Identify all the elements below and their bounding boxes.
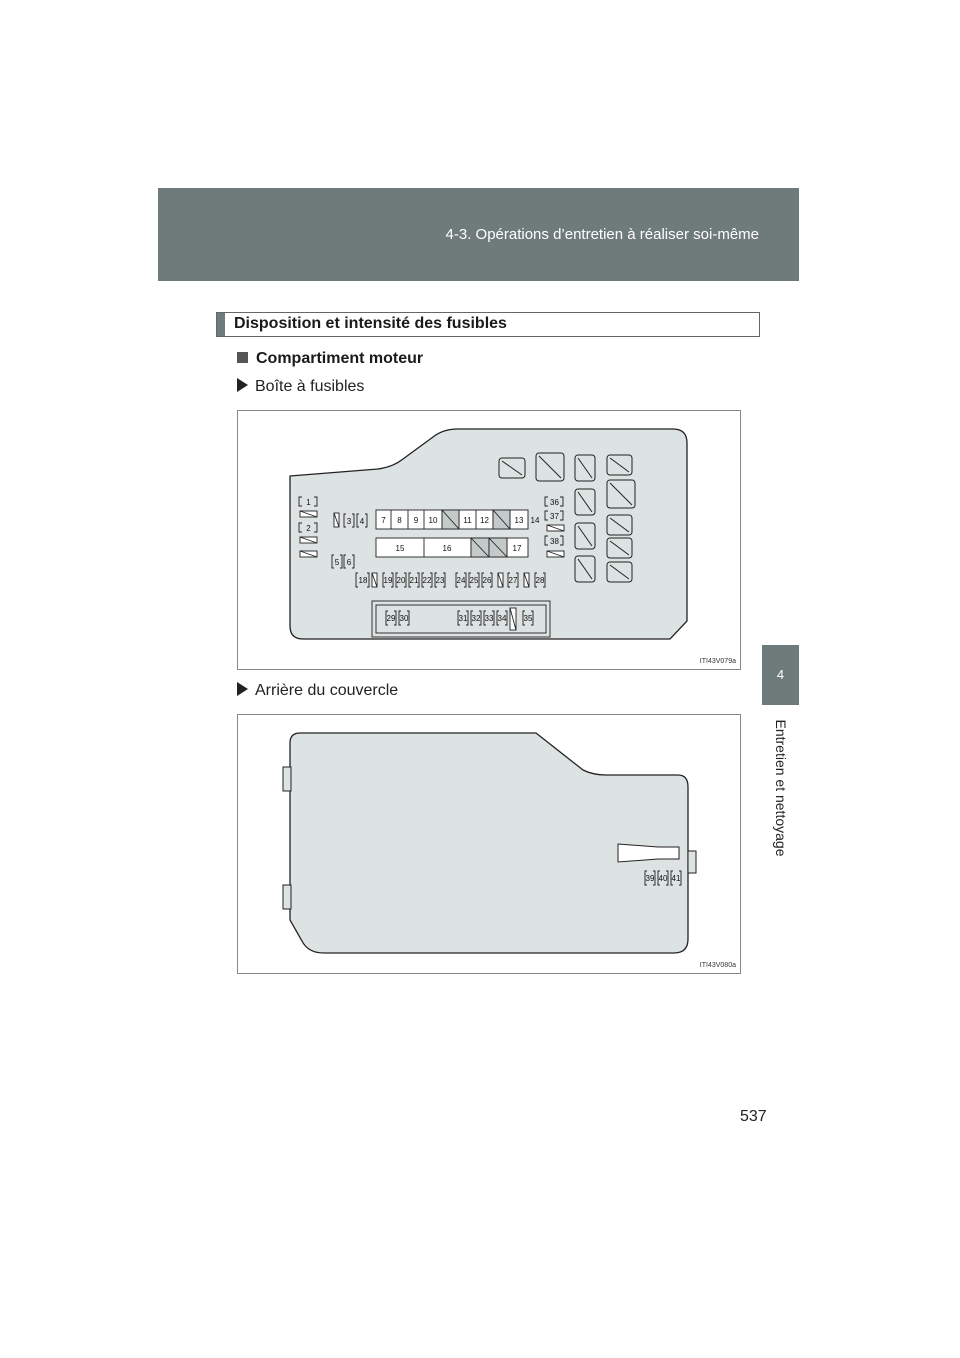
cover-tab-right xyxy=(688,851,696,873)
fuse-label-11: 11 xyxy=(463,516,472,525)
fuse-label-41: 41 xyxy=(671,874,681,883)
cover-housing xyxy=(290,733,688,953)
fuse-label-1: 1 xyxy=(306,498,311,507)
fuse-label-7: 7 xyxy=(381,516,386,525)
cover-tab-top xyxy=(283,767,291,791)
fuse-box-figure xyxy=(237,410,741,670)
cover-back-diagram xyxy=(238,715,740,973)
fuse-label-40: 40 xyxy=(658,874,668,883)
fuse-label-33: 33 xyxy=(484,614,494,623)
fuse-label-13: 13 xyxy=(514,516,524,525)
fuse-label-20: 20 xyxy=(396,576,406,585)
figure-code: ITI43V079a xyxy=(699,658,736,665)
fuse-label-5: 5 xyxy=(334,558,340,567)
section-accent xyxy=(217,313,225,336)
fuse-label-30: 30 xyxy=(399,614,409,623)
subheading-text: Compartiment moteur xyxy=(256,350,424,367)
fuse-label-36: 36 xyxy=(550,498,559,507)
fuse-label-27: 27 xyxy=(508,576,518,585)
fuse-box-diagram xyxy=(238,411,740,669)
fuse-label-15: 15 xyxy=(395,544,405,553)
fuse-label-19: 19 xyxy=(383,576,393,585)
section-title: Disposition et intensité des fusibles xyxy=(234,315,507,332)
fuse-label-2: 2 xyxy=(306,524,311,533)
fuse-label-26: 26 xyxy=(482,576,492,585)
page-number: 537 xyxy=(740,1108,767,1125)
fuse-label-24: 24 xyxy=(456,576,466,585)
fuse-label-23: 23 xyxy=(435,576,445,585)
chapter-label: Entretien et nettoyage xyxy=(772,719,789,857)
header-title: 4-3. Opérations d’entretien à réaliser soi-même xyxy=(445,226,759,243)
header-band xyxy=(158,188,799,281)
fuse-label-28: 28 xyxy=(535,576,545,585)
bullet-fuse-box-text: Boîte à fusibles xyxy=(255,378,365,395)
fuse-label-3: 3 xyxy=(346,517,352,526)
fuse-label-10: 10 xyxy=(428,516,438,525)
section-title-bar xyxy=(216,312,760,337)
fuse-label-31: 31 xyxy=(458,614,468,623)
chapter-tab xyxy=(762,645,799,705)
fuse-label-38: 38 xyxy=(550,537,559,546)
fuse-label-16: 16 xyxy=(442,544,452,553)
fuse-label-9: 9 xyxy=(413,516,419,525)
fuse-label-12: 12 xyxy=(480,516,489,525)
chapter-label-container xyxy=(762,710,799,870)
square-bullet-icon xyxy=(237,352,248,363)
fuse-label-37: 37 xyxy=(550,512,559,521)
fuse-puller xyxy=(618,844,679,862)
fuse-label-32: 32 xyxy=(471,614,481,623)
subheading xyxy=(237,350,423,368)
fuse-label-4: 4 xyxy=(359,517,365,526)
fuse-label-18: 18 xyxy=(358,576,368,585)
arrow-bullet-icon xyxy=(237,378,248,392)
bullet-fuse-box xyxy=(237,378,364,396)
arrow-bullet-icon xyxy=(237,682,248,696)
fuse-label-35: 35 xyxy=(523,614,533,623)
fuse-label-8: 8 xyxy=(397,516,402,525)
fuse-label-21: 21 xyxy=(409,576,419,585)
fuse-label-25: 25 xyxy=(469,576,479,585)
cover-back-figure xyxy=(237,714,741,974)
fuse-label-34: 34 xyxy=(497,614,507,623)
fuse-label-39: 39 xyxy=(645,874,655,883)
cover-tab-bottom xyxy=(283,885,291,909)
fuse-label-29: 29 xyxy=(386,614,396,623)
fuse-label-22: 22 xyxy=(422,576,432,585)
figure-code: ITI43V080a xyxy=(699,962,736,969)
bullet-cover-back xyxy=(237,682,398,700)
bullet-cover-back-text: Arrière du couvercle xyxy=(255,682,399,699)
fuse-label-6: 6 xyxy=(346,558,352,567)
chapter-number: 4 xyxy=(776,667,785,682)
fuse-label-17: 17 xyxy=(512,544,522,553)
fuse-label-14: 14 xyxy=(530,516,540,525)
